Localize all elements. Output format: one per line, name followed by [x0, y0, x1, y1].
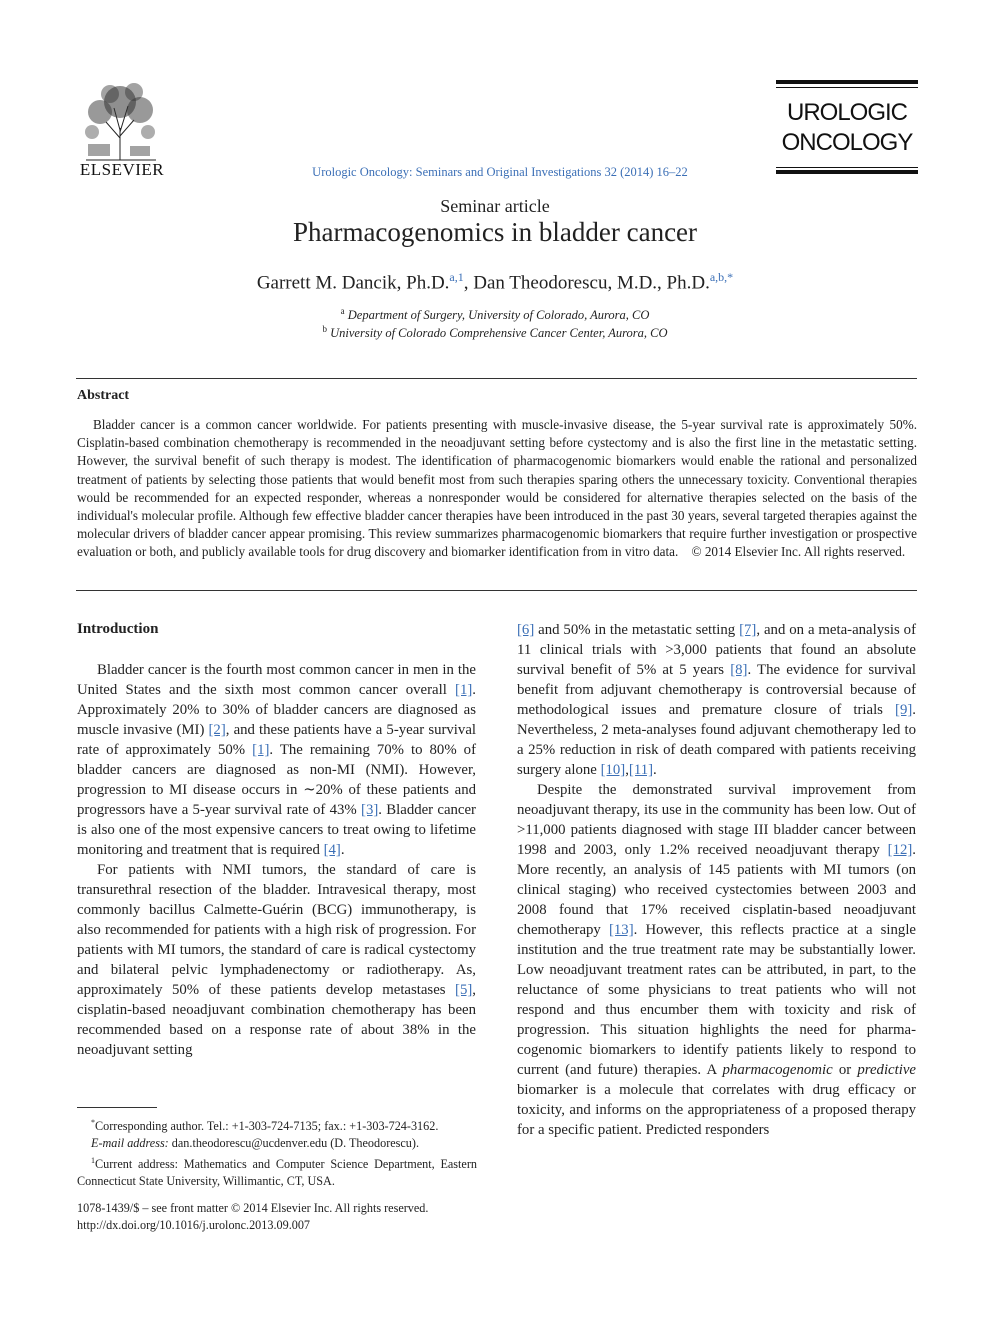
- paragraph-text: Bladder cancer is the fourth most common cancer in men in the United States and the sixth most common cancer overall: [77, 662, 476, 698]
- journal-brand: [776, 80, 918, 176]
- paragraph-text: . The evidence for survival benefit from adjuvant chemotherapy is controversial because of methodological issues and premature closure of trials: [517, 662, 917, 718]
- author-separator: ,: [463, 272, 474, 294]
- elsevier-logo: [76, 78, 168, 180]
- abstract-heading: Abstract: [77, 388, 130, 403]
- citation-link[interactable]: [1]: [252, 742, 270, 758]
- footnote-email-label: E-mail address:: [91, 1136, 169, 1151]
- divider: [76, 590, 917, 591]
- abstract-text: Bladder cancer is a common cancer worldwide. For patients presenting with muscle-invasive disease, the 5-year survival rate is approximately 50%. Cisplatin-based combination chemotherapy is recommended in the neoadjuvant setting before cystectomy and is also the first line in the metastatic setting. However, the survival benefit of such therapy is modest. The identification of pharmacogenomic biomarkers would enable the rational and personalized treatment of patients by selecting those patients that would benefit most from such therapies sparing others the unnecessary toxicity. Conventional therapies would be recommended for an expected responder, whereas a nonresponder would be considered for alternative therapies selected on the basis of the individual's molecular profile. Although few effective bladder cancer therapies have been introduced in the past 30 years, several targeted therapies against the molecular drivers of bladder cancer appear promising. This review summarizes pharmacogenomic biomarkers that require further investigation or prospective evaluation or both, and publicly available tools for drug discovery and biomarker identification from in vitro data.: [77, 417, 917, 560]
- affiliation-marker: a: [340, 306, 345, 316]
- paragraph-text: .: [653, 762, 657, 778]
- author-affiliation-link[interactable]: a,1: [449, 270, 464, 284]
- footnote-email: [77, 1135, 477, 1152]
- author-name: Dan Theodorescu, M.D., Ph.D.: [473, 272, 710, 294]
- footnotes: [77, 1114, 477, 1190]
- emphasized-term: predictive: [857, 1062, 916, 1078]
- divider: [76, 378, 917, 379]
- doi-link[interactable]: http://dx.doi.org/10.1016/j.urolonc.2013.09.007: [77, 1218, 311, 1232]
- affiliation-a: [0, 306, 990, 323]
- citation-link[interactable]: [11]: [628, 762, 654, 778]
- article-title: Pharmacogenomics in bladder cancer: [292, 217, 698, 247]
- paragraph-text: . Bladder cancer is also one of the most expensive cancers to treat owing to lifetime monitoring and treatment that is required: [77, 802, 476, 858]
- citation-link[interactable]: [2]: [208, 722, 226, 738]
- corresponding-author-mark[interactable]: *: [727, 270, 734, 284]
- front-matter: [77, 1200, 497, 1234]
- journal-citation-link[interactable]: Urologic Oncology: Seminars and Original Investigations 32 (2014) 16–22: [312, 165, 688, 179]
- citation-link[interactable]: [7]: [739, 622, 757, 638]
- paragraph: [77, 660, 476, 860]
- citation-link[interactable]: [10]: [600, 762, 626, 778]
- paragraph: [517, 780, 916, 1140]
- text-column-left: [77, 660, 476, 1060]
- paragraph-text: , and on a meta-analysis of 11 clinical trials with >3,000 patients that found an absolute survival benefit of 5% at 5 years: [517, 622, 916, 678]
- issn-line: 1078-1439/$ – see front matter © 2014 Elsevier Inc. All rights reserved.: [77, 1201, 429, 1215]
- paragraph-text: biomarker is a molecule that correlates with drug efficacy or toxicity, and informs on the appropriateness of a proposed therapy for a specific patient. Predicted responders: [517, 1082, 916, 1138]
- brand-bottom-rule: [776, 170, 918, 174]
- citation-link[interactable]: [5]: [455, 982, 473, 998]
- text-column-right: [517, 620, 916, 1140]
- author-name: Garrett M. Dancik, Ph.D.: [256, 272, 450, 294]
- citation-link[interactable]: [12]: [887, 842, 913, 858]
- brand-bottom-thin-rule: [776, 167, 918, 168]
- section-heading: Introduction: [77, 621, 159, 637]
- brand-top-thin-rule: [776, 87, 918, 88]
- paragraph: [77, 860, 476, 1060]
- citation-link[interactable]: [3]: [361, 802, 379, 818]
- affiliation-marker: b: [322, 324, 327, 334]
- footnote-text: Corresponding author. Tel.: +1-303-724-7135; fax.: +1-303-724-3162.: [95, 1119, 439, 1134]
- abstract-body: [77, 416, 917, 562]
- author-affiliation-link[interactable]: a,b,: [709, 270, 728, 284]
- brand-line-1: UROLOGIC: [786, 99, 907, 126]
- citation-link[interactable]: [13]: [608, 922, 634, 938]
- citation-link[interactable]: [4]: [323, 842, 341, 858]
- brand-top-rule: [776, 80, 918, 84]
- citation-link[interactable]: [6]: [517, 622, 535, 638]
- paragraph-text: , and these patients have a 5-year survival rate of approximately 50%: [77, 722, 476, 758]
- paragraph-text: . However, this reflects practice at a single institution and the true treatment rate may be substantially lower. Low neoadjuvant treatment rates can be attributed, in part, to the reluctance of some physicians to treat patients who will not respond and thus encumber them with toxicity and risk of progression. This situation highlights the need for pharmacogenomic biomarkers to identify patients likely to respond to current (and future) therapies. A: [517, 922, 917, 1078]
- author-list: [0, 270, 990, 294]
- paragraph-text: , cisplatin-based neoadjuvant combination chemotherapy has been recommended based on a response rate of about 38% in the neoadjuvant setting: [77, 982, 476, 1058]
- citation-link[interactable]: [9]: [895, 702, 913, 718]
- footnote-corresponding: [77, 1114, 477, 1135]
- paragraph-text: ,: [625, 762, 629, 778]
- affiliation-text: University of Colorado Comprehensive Cancer Center, Aurora, CO: [330, 326, 668, 341]
- paragraph-text: . The remaining 70% to 80% of bladder cancers are diagnosed as non-MI (NMI). However, progression to MI disease occurs in ∼20% of these patients and progressors have a 5-year survival rate of 43%: [77, 742, 476, 818]
- paragraph-text: For patients with NMI tumors, the standard of care is transurethral resection of the bladder. Intravesical therapy, most commonly bacillus Calmette-Guérin (BCG) immunotherapy, is also recommended for patients with a high risk of progression. For patients with MI tumors, the standard of care is radical cystectomy and bilateral pelvic lymphadenectomy or radiotherapy. As, approximately 50% of these patients develop metastases: [77, 862, 476, 998]
- footnote-marker: 1: [91, 1156, 95, 1166]
- paragraph-text: or: [832, 1062, 858, 1078]
- paragraph-text: .: [340, 842, 345, 858]
- citation-link[interactable]: [8]: [730, 662, 748, 678]
- affiliation-text: Department of Surgery, University of Colorado, Aurora, CO: [347, 308, 650, 323]
- paragraph-text: . Nevertheless, 2 meta-analyses found adjuvant chemotherapy led to a 25% reduction in risk of death compared with patients receiving surgery alone: [517, 702, 916, 778]
- paragraph-text: . Approximately 20% to 30% of bladder cancers are diagnosed as muscle invasive (MI): [77, 682, 476, 738]
- paragraph-text: . More recently, an analysis of 145 patients with MI tumors (on clinical staging) who received cystectomies between 2003 and 2008 found that 17% received cisplatin-based neoadjuvant chemotherapy: [517, 842, 916, 938]
- abstract-copyright: © 2014 Elsevier Inc. All rights reserved.: [691, 544, 906, 560]
- footnote-email-address[interactable]: dan.theodorescu@ucdenver.edu (D. Theodorescu).: [168, 1136, 420, 1151]
- footnote-rule: [77, 1107, 157, 1108]
- brand-line-2: ONCOLOGY: [781, 129, 913, 156]
- article-type: Seminar article: [440, 196, 550, 216]
- paragraph-text: Despite the demonstrated survival improvement from neoadjuvant therapy, its use in the community has been low. Out of >11,000 patients diagnosed with stage III bladder cancer between 1998 and 2003, only 1.2% received neoadjuvant therapy: [517, 782, 916, 858]
- publisher-name: ELSEVIER: [79, 160, 165, 179]
- footnote-text: Current address: Mathematics and Computer Science Department, Eastern Connecticut State University, Willimantic, CT, USA.: [77, 1157, 477, 1189]
- footnote-current-address: [77, 1152, 477, 1190]
- paragraph-text: and 50% in the metastatic setting: [534, 622, 740, 638]
- footnote-marker: *: [91, 1118, 95, 1127]
- paragraph: [517, 620, 916, 780]
- citation-link[interactable]: [1]: [455, 682, 473, 698]
- affiliation-b: [0, 324, 990, 341]
- emphasized-term: pharmacogenomic: [722, 1062, 833, 1078]
